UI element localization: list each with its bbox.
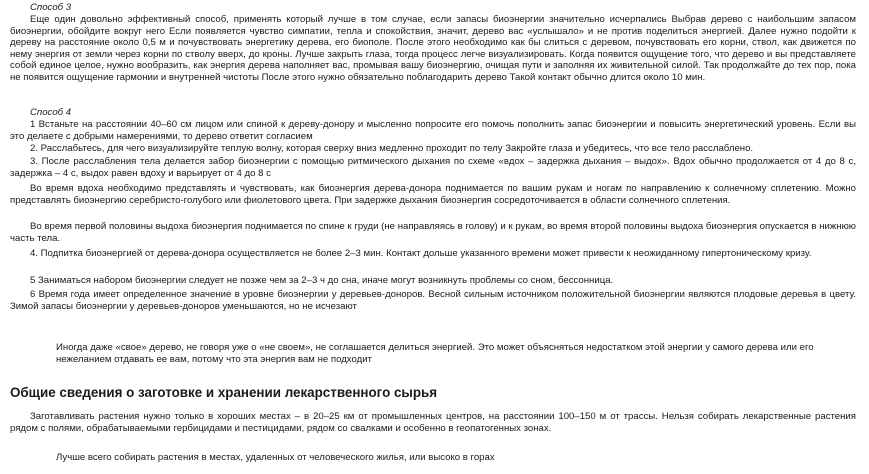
method4-step-4: 4. Подпитка биоэнергией от дерева-донора осуществляется не более 2–3 мин. Контакт дольше указанного времени может привести к неожиданному гипертоническому кризу. [30,248,812,259]
section-title: Общие сведения о заготовке и хранении лекарственного сырья [10,385,438,400]
method4-inhale: Во время вдоха необходимо представлять и чувствовать, как биоэнергия дерева-донора поднимается по вашим рукам и ногам по направлению к солнечному сплетению. Можно представлять биоэнергию серебристо-голубого или фиолетового цвета. При задержке дыхания биоэнергия сосредоточивается в области солнечного сплетения. [10,183,856,206]
method4-step-6: 6 Время года имеет определенное значение в уровне биоэнергии у деревьев-доноров. Весной сильным источником положительной биоэнергии являются плодовые деревья в цвету. Зимой запасы биоэнергии у деревьев-доноров уменьшаются, но не исчезают [10,289,856,312]
method4-step-5: 5 Заниматься набором биоэнергии следует не позже чем за 2–3 ч до сна, иначе могут возникнуть проблемы со сном, бессонница. [30,275,614,286]
section-text: Заготавливать растения нужно только в хороших местах – в 20–25 км от промышленных центров, на расстоянии 100–150 м от трассы. Нельзя собирать лекарственные растения рядом с полями, обрабатываемыми гербицидами и пестицидами, рядом со свалками и особенно в геопатогенных зонах. [10,411,856,434]
section-note: Лучше всего собирать растения в местах, удаленных от человеческого жилья, или высоко в горах [56,452,495,463]
method3-text: Еще один довольно эффективный способ, применять который лучше в том случае, если запасы биоэнергии значительно исчерпались Выбрав дерево с наибольшим запасом биоэнергии, обойдите вокруг него Если появляется чувство симпатии, тепла и спокойствия, значит, дерево вас «услышало» и не против поделиться энергией. Далее нужно подойти к дереву на расстояние около 0,5 м и почувствовать энергетику дерева, его биополе. После этого необходимо как бы слиться с деревом, почувствовать его корни, ствол, как движется по нему энергия от земли через корни по стволу вверх, до кроны. Лучше закрыть глаза, тогда процесс легче визуализировать. Когда появится ощущение того, что дерево и вы представляете собой единое целое, нужно вообразить, как энергия дерева наполняет вас, промывая вашу биоэнергию, очищая пути и заполняя их живительной силой. Так продолжайте до тех пор, пока не появится ощущение гармонии и внутренней чистоты После этого нужно обязательно поблагодарить дерево Такой контакт обычно длится около 10 мин. [10,14,856,83]
method4-step-1: 1 Встаньте на расстоянии 40–60 см лицом или спиной к дереву-донору и мысленно попросите его помочь пополнить запас биоэнергии и повысить энергетический уровень. Если вы это делаете с добрыми намерениями, то дерево ответит согласием [10,119,856,142]
method3-heading: Способ 3 [30,2,72,13]
method4-exhale: Во время первой половины выдоха биоэнергия поднимается по спине к груди (не направляясь в голову) и к рукам, во время второй половины выдоха биоэнергия опускается в нижнюю часть тела. [10,221,856,244]
method4-heading: Способ 4 [30,107,72,118]
method4-step-2: 2. Расслабьтесь, для чего визуализируйте теплую волну, которая сверху вниз медленно проходит по телу Закройте глаза и убедитесь, что все тело расслаблено. [30,143,754,154]
note-own-tree: Иногда даже «свое» дерево, не говоря уже о «не своем», не соглашается делиться энергией. Это может объясняться недостатком этой энергии у самого дерева или его нежеланием отдавать ее вам, потому что эта энергия вам не подходит [56,342,814,365]
method4-step-3: 3. После расслабления тела делается забор биоэнергии с помощью ритмического дыхания по схеме «вдох – задержка дыхания – выдох». Вдох обычно продолжается от 4 до 8 с, задержка – 4 с, выдох равен вдоху и варьирует от 4 до 8 с [10,156,856,179]
